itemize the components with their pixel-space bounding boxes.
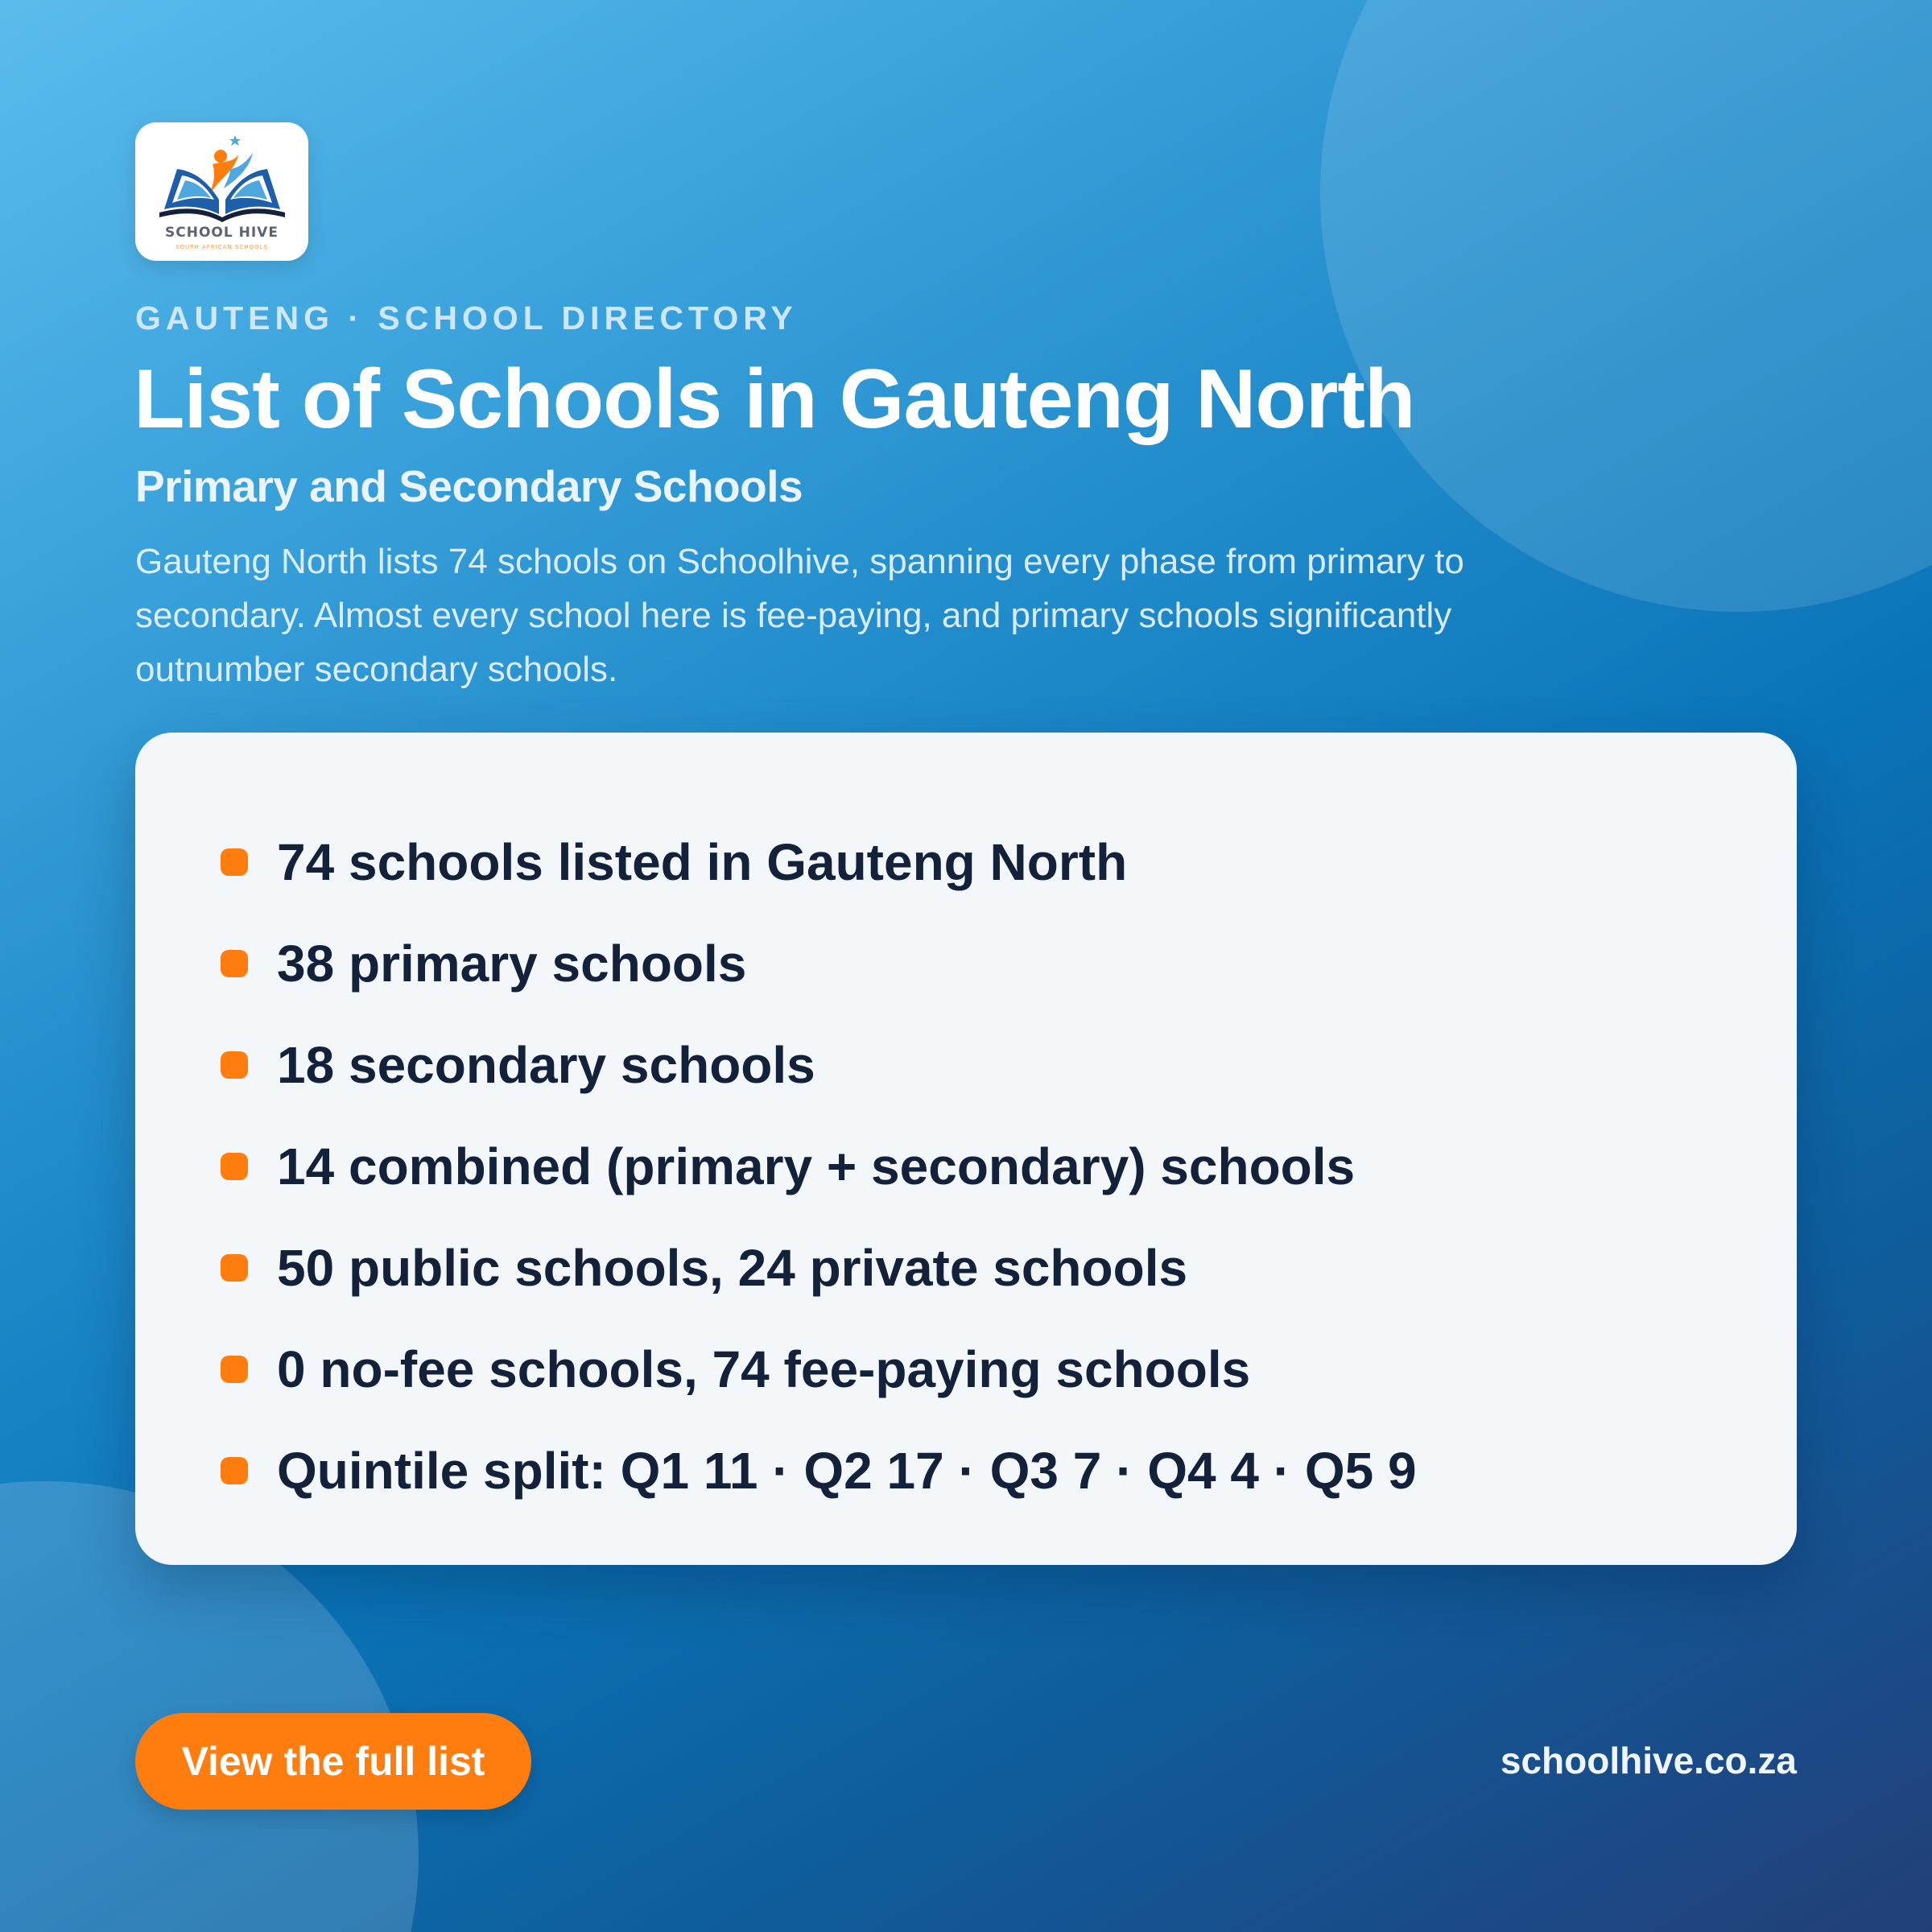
book-logo-icon [135,122,308,261]
page-title: List of Schools in Gauteng North [134,353,1415,446]
list-item [221,1217,1417,1319]
list-item [221,1319,1417,1420]
school-hive-logo [135,122,308,261]
bullet-icon [221,1356,248,1383]
view-full-list-button[interactable]: View the full list [135,1713,531,1810]
stat-fee-status: 0 no-fee schools, 74 fee-paying schools [277,1340,1251,1398]
decorative-circle-top-right [1320,0,1932,612]
list-item [221,811,1417,913]
logo-tagline: SOUTH AFRICAN SCHOOLS [175,244,268,250]
logo-wordmark: SCHOOL HIVE [165,225,279,241]
stat-quintile-split: Quintile split: Q1 11 · Q2 17 · Q3 7 · Q4 4 · Q5 9 [277,1442,1417,1500]
bullet-icon [221,848,248,876]
stat-total-schools: 74 schools listed in Gauteng North [277,833,1128,891]
stat-secondary-schools: 18 secondary schools [277,1036,815,1094]
intro-description: Gauteng North lists 74 schools on Schoolhive, spanning every phase from primary to secondary. Almost every school here is fee-paying, and primary schools significantly outnumber secondary schools. [135,542,1464,689]
page-subtitle: Primary and Secondary Schools [135,461,803,511]
list-item [221,1420,1417,1521]
stat-combined-schools: 14 combined (primary + secondary) schools [277,1137,1356,1195]
bullet-icon [221,1051,248,1079]
bullet-icon [221,950,248,977]
bullet-icon [221,1254,248,1282]
stat-primary-schools: 38 primary schools [277,935,747,993]
stats-list [221,811,1417,1521]
eyebrow-label: GAUTENG · SCHOOL DIRECTORY [135,299,798,336]
stat-public-private: 50 public schools, 24 private schools [277,1239,1188,1297]
stats-card [135,733,1797,1565]
bullet-icon [221,1153,248,1180]
site-url-link[interactable]: schoolhive.co.za [1500,1740,1797,1781]
bullet-icon [221,1457,248,1484]
list-item [221,913,1417,1014]
list-item [221,1116,1417,1217]
list-item [221,1014,1417,1116]
